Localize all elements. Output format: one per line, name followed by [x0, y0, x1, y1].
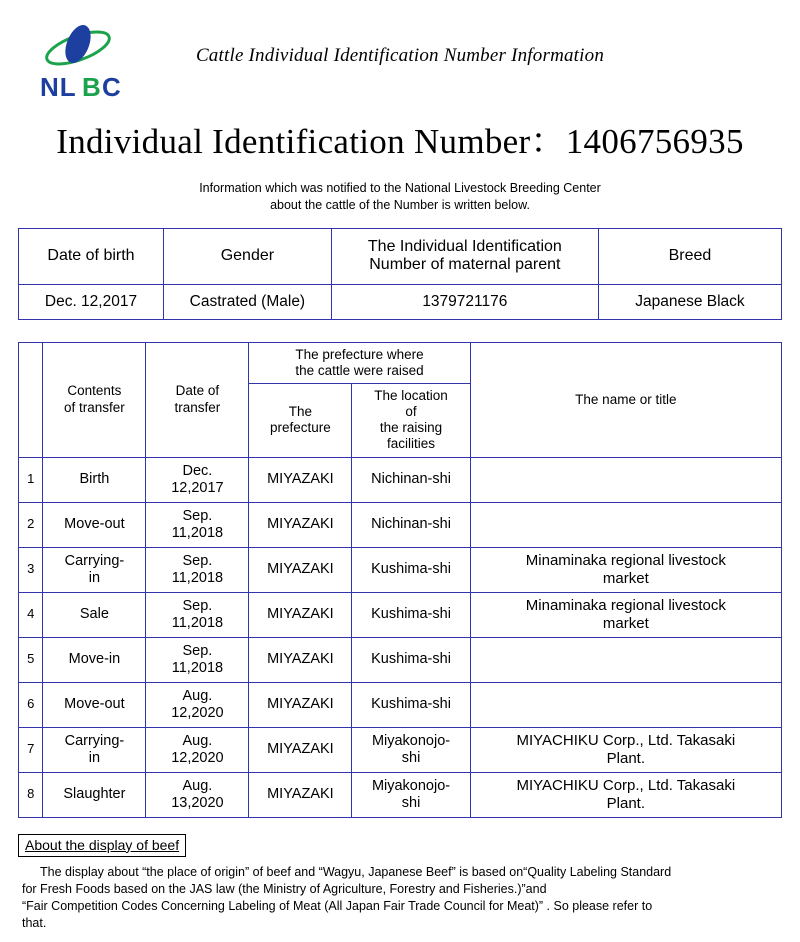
row-name-line-1: MIYACHIKU Corp., Ltd. Takasaki — [516, 732, 736, 750]
row-date — [146, 637, 249, 682]
row-contents-line-1: Carrying- — [64, 552, 125, 569]
row-index: 6 — [19, 682, 43, 727]
row-name-line-1: MIYACHIKU Corp., Ltd. Takasaki — [516, 777, 736, 795]
table-row — [19, 457, 782, 502]
row-location: Kushima-shi — [352, 547, 470, 592]
header-date-line-2: transfer — [174, 399, 221, 415]
row-date-line-1: Sep. — [182, 597, 213, 614]
row-prefecture: MIYAZAKI — [249, 457, 352, 502]
row-date-line-2: 12,2020 — [171, 704, 224, 721]
header-date-line-1: Date of — [175, 383, 220, 399]
transfer-history-table — [18, 342, 782, 818]
footer-body — [18, 864, 782, 933]
row-location-line-2: shi — [401, 794, 421, 811]
row-date-line-1: Sep. — [182, 552, 213, 569]
row-name-line-2: market — [602, 614, 649, 632]
subtitle-line-1: Information which was notified to the National Livestock Breeding Center — [199, 181, 601, 195]
row-name-line-2: Plant. — [606, 749, 645, 767]
row-index: 7 — [19, 727, 43, 772]
table-row — [19, 727, 782, 772]
row-name-line-2: Plant. — [606, 794, 645, 812]
svg-text:B: B — [82, 72, 102, 102]
row-name — [470, 592, 781, 637]
header-contents-line-1: Contents — [67, 383, 122, 399]
row-location: Kushima-shi — [352, 682, 470, 727]
table-row — [19, 772, 782, 817]
transfer-table-wrap — [0, 342, 800, 818]
row-contents: Move-out — [43, 682, 146, 727]
row-name — [470, 682, 781, 727]
row-location-line-1: Miyakonojo- — [371, 777, 451, 794]
row-prefecture: MIYAZAKI — [249, 727, 352, 772]
row-prefecture: MIYAZAKI — [249, 592, 352, 637]
row-date — [146, 592, 249, 637]
row-name-line-1: Minaminaka regional livestock — [525, 552, 726, 570]
info-table-value-row — [19, 284, 782, 319]
header-date-of-transfer — [146, 342, 249, 457]
row-date-line-2: 11,2018 — [171, 524, 224, 541]
svg-text:C: C — [102, 72, 122, 102]
footer-heading: About the display of beef — [18, 834, 186, 857]
row-contents — [43, 727, 146, 772]
row-name — [470, 547, 781, 592]
row-prefecture: MIYAZAKI — [249, 637, 352, 682]
row-index: 8 — [19, 772, 43, 817]
row-date-line-1: Sep. — [182, 642, 213, 659]
row-location: Kushima-shi — [352, 592, 470, 637]
footer-line-2: for Fresh Foods based on the JAS law (the Ministry of Agriculture, Forestry and Fisheries.)”and — [22, 881, 547, 896]
row-contents-line-2: in — [88, 569, 101, 586]
header-gender: Gender — [163, 228, 331, 284]
table-row — [19, 547, 782, 592]
header-maternal-number — [331, 228, 598, 284]
row-date-line-2: 11,2018 — [171, 614, 224, 631]
row-contents: Move-out — [43, 502, 146, 547]
header-maternal-number-line-2: Number of maternal parent — [369, 256, 561, 274]
header-prefecture-group-line-1: The prefecture where — [295, 346, 424, 362]
document-header — [0, 0, 800, 108]
row-contents: Birth — [43, 457, 146, 502]
row-index: 5 — [19, 637, 43, 682]
table-row — [19, 592, 782, 637]
info-table-wrap — [0, 228, 800, 320]
footer-line-3: “Fair Competition Codes Concerning Labeling of Meat (All Japan Fair Trade Council for Meat)” . So please refer to — [22, 899, 653, 914]
row-index: 4 — [19, 592, 43, 637]
row-date — [146, 457, 249, 502]
row-date-line-1: Dec. — [182, 462, 213, 479]
value-breed: Japanese Black — [598, 284, 781, 319]
header-prefecture — [249, 383, 352, 457]
row-date-line-2: 11,2018 — [171, 569, 224, 586]
subtitle-line-2: about the cattle of the Number is written below. — [270, 197, 530, 212]
row-name-line-2: market — [602, 569, 649, 587]
page-title-label: Individual Identification Number： — [56, 122, 566, 161]
row-location: Nichinan-shi — [352, 457, 470, 502]
header-location-line-3: the raising — [379, 420, 443, 436]
header-title: Cattle Individual Identification Number Information — [195, 45, 605, 66]
row-prefecture: MIYAZAKI — [249, 682, 352, 727]
row-index: 3 — [19, 547, 43, 592]
row-name — [470, 772, 781, 817]
header-prefecture-group-line-2: the cattle were raised — [295, 362, 424, 378]
footer-line-1: The display about “the place of origin” of beef and “Wagyu, Japanese Beef” is based on“Quality Labeling Standard — [40, 864, 672, 879]
header-contents-of-transfer — [43, 342, 146, 457]
row-location — [352, 727, 470, 772]
row-date-line-1: Aug. — [182, 732, 213, 749]
row-contents-line-2: in — [88, 749, 101, 766]
row-name-line-1: Minaminaka regional livestock — [525, 597, 726, 615]
row-date-line-2: 13,2020 — [171, 794, 224, 811]
row-location-line-2: shi — [401, 749, 421, 766]
row-contents: Slaughter — [43, 772, 146, 817]
row-name — [470, 637, 781, 682]
subtitle — [0, 180, 800, 214]
value-gender: Castrated (Male) — [163, 284, 331, 319]
header-breed: Breed — [598, 228, 781, 284]
header-maternal-number-line-1: The Individual Identification — [367, 237, 562, 255]
header-location-line-2: of — [405, 404, 417, 420]
row-prefecture: MIYAZAKI — [249, 772, 352, 817]
svg-text:NL: NL — [40, 72, 77, 102]
header-name-or-title: The name or title — [470, 342, 781, 457]
row-location — [352, 772, 470, 817]
row-name — [470, 502, 781, 547]
row-prefecture: MIYAZAKI — [249, 547, 352, 592]
row-contents-line-1: Carrying- — [64, 732, 125, 749]
row-location: Nichinan-shi — [352, 502, 470, 547]
row-date-line-1: Aug. — [182, 687, 213, 704]
row-date-line-2: 12,2020 — [171, 749, 224, 766]
header-prefecture-line-1: The — [288, 404, 313, 420]
row-contents — [43, 547, 146, 592]
value-maternal-number: 1379721176 — [331, 284, 598, 319]
footer-line-4: that. — [22, 916, 47, 931]
header-prefecture-group — [249, 342, 470, 383]
row-location-line-1: Miyakonojo- — [371, 732, 451, 749]
value-date-of-birth: Dec. 12,2017 — [19, 284, 164, 319]
row-location: Kushima-shi — [352, 637, 470, 682]
header-location — [352, 383, 470, 457]
row-date-line-2: 11,2018 — [171, 659, 224, 676]
row-date-line-1: Sep. — [182, 507, 213, 524]
row-date-line-1: Aug. — [182, 777, 213, 794]
cattle-info-table — [18, 228, 782, 320]
header-prefecture-line-2: prefecture — [270, 420, 331, 436]
footer-notes — [0, 818, 800, 933]
row-contents: Move-in — [43, 637, 146, 682]
table-row — [19, 637, 782, 682]
table-row — [19, 682, 782, 727]
row-contents: Sale — [43, 592, 146, 637]
row-date — [146, 547, 249, 592]
header-location-line-4: facilities — [387, 436, 436, 452]
table-row — [19, 502, 782, 547]
row-date — [146, 502, 249, 547]
row-index: 1 — [19, 457, 43, 502]
row-index: 2 — [19, 502, 43, 547]
row-date — [146, 727, 249, 772]
header-contents-line-2: of transfer — [64, 399, 125, 415]
identification-number: 1406756935 — [565, 122, 744, 161]
table-spacer — [0, 320, 800, 342]
header-date-of-birth: Date of birth — [19, 228, 164, 284]
page-title — [0, 114, 800, 164]
row-date — [146, 772, 249, 817]
header-location-line-1: The location — [374, 387, 448, 403]
row-name — [470, 457, 781, 502]
row-prefecture: MIYAZAKI — [249, 502, 352, 547]
row-date — [146, 682, 249, 727]
info-table-header-row — [19, 228, 782, 284]
header-row-index — [19, 342, 43, 457]
row-name — [470, 727, 781, 772]
transfer-header-row-1 — [19, 342, 782, 383]
row-date-line-2: 12,2017 — [171, 479, 224, 496]
